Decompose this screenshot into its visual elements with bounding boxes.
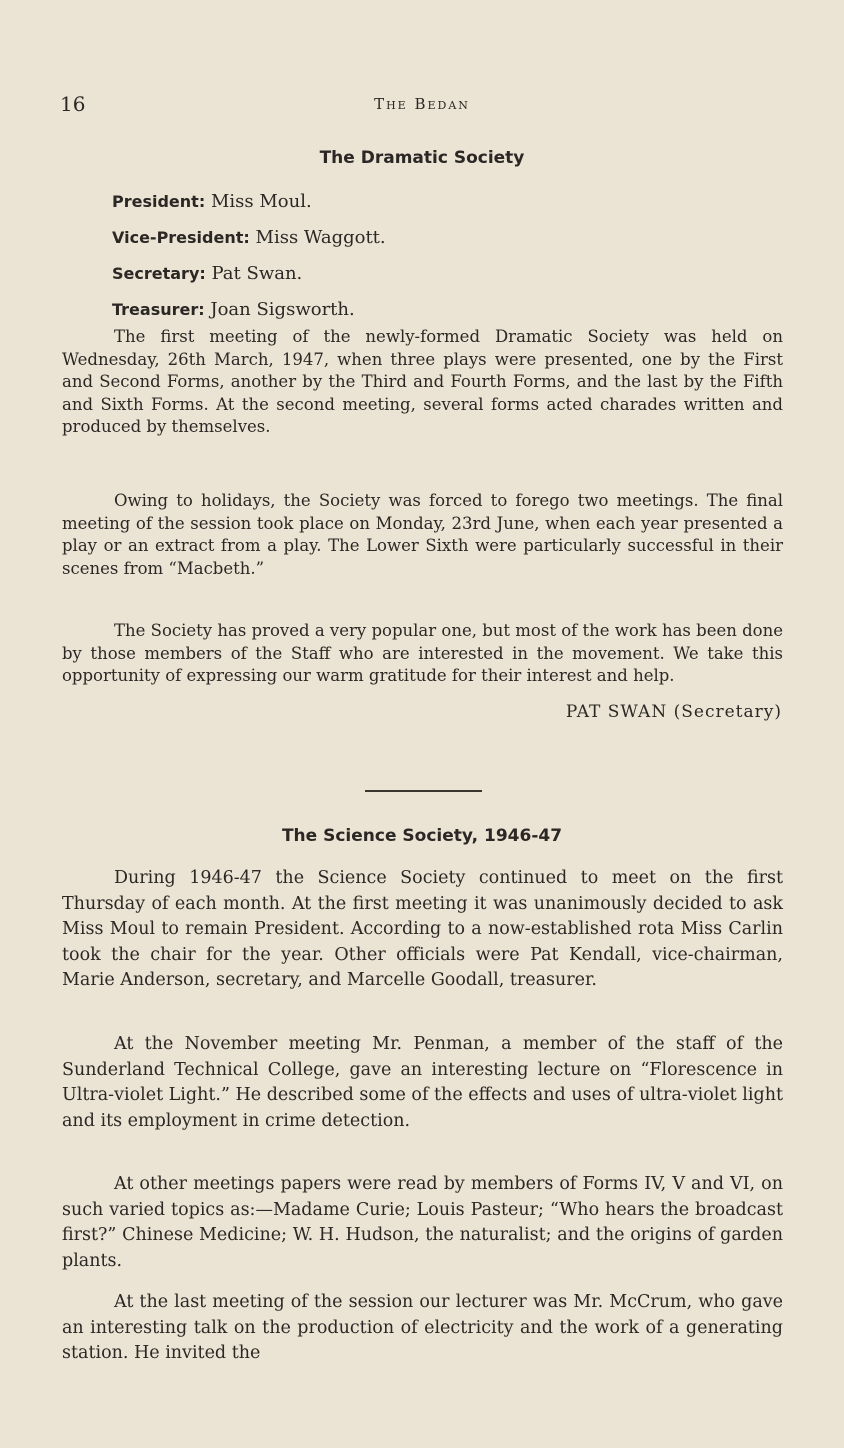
dramatic-society-heading: The Dramatic Society (319, 148, 525, 168)
officer-name: Joan Sigsworth. (210, 299, 355, 320)
officer-name: Pat Swan. (211, 263, 303, 284)
officer-role: Treasurer: (112, 300, 205, 319)
science-paragraph: At other meetings papers were read by members of Forms IV, V and VI, on such varied topics as:—Madame Curie; Louis Pasteur; “Who hears the broadcast first?” Chinese Medicine; W. H. Hudson, the naturalist; and the origins of garden plants. (62, 1174, 783, 1271)
science-paragraph: At the last meeting of the session our lecturer was Mr. McCrum, who gave an interesting talk on the production of electricity and the work of a generating station. He invited the (62, 1292, 783, 1363)
science-society-heading: The Science Society, 1946-47 (281, 826, 563, 846)
section-divider (365, 790, 482, 792)
officer-name: Miss Waggott. (255, 227, 386, 248)
officer-vice-president (112, 220, 386, 256)
officer-role: President: (112, 192, 206, 211)
signature: PAT SWAN (Secretary) (565, 702, 782, 722)
science-paragraph: During 1946-47 the Science Society continued to meet on the first Thursday of each month. At the first meeting it was unanimously decided to ask Miss Moul to remain President. According to a now-established rota Miss Carlin took the chair for the year. Other officials were Pat Kendall, vice-chairman, Marie Anderson, secretary, and Marcelle Goodall, treasurer. (62, 868, 783, 990)
dramatic-paragraph: The Society has proved a very popular one, but most of the work has been done by those members of the Staff who are interested in the movement. We take this opportunity of expressing our warm gratitude for their interest and help. (62, 621, 783, 685)
dramatic-paragraph: The first meeting of the newly-formed Dramatic Society was held on Wednesday, 26th March, 1947, when three plays were presented, one by the First and Second Forms, another by the Third and Fourth Forms, and the last by the Fifth and Sixth Forms. At the second meeting, several forms acted charades written and produced by themselves. (62, 327, 783, 436)
officers-list (112, 184, 386, 328)
officer-role: Secretary: (112, 264, 206, 283)
running-title: The Bedan (374, 95, 470, 113)
officer-name: Miss Moul. (210, 191, 312, 212)
officer-role: Vice-President: (112, 228, 250, 247)
page-number: 16 (60, 92, 86, 116)
officer-treasurer (112, 292, 386, 328)
officer-president (112, 184, 386, 220)
dramatic-paragraph: Owing to holidays, the Society was forced to forego two meetings. The final meeting of the session took place on Monday, 23rd June, when each year presented a play or an extract from a play. The Lower Sixth were particularly successful in their scenes from “Macbeth.” (62, 491, 783, 578)
officer-secretary (112, 256, 386, 292)
science-paragraph: At the November meeting Mr. Penman, a member of the staff of the Sunderland Technical College, gave an interesting lecture on “Florescence in Ultra-violet Light.” He described some of the effects and uses of ultra-violet light and its employment in crime detection. (62, 1034, 783, 1131)
